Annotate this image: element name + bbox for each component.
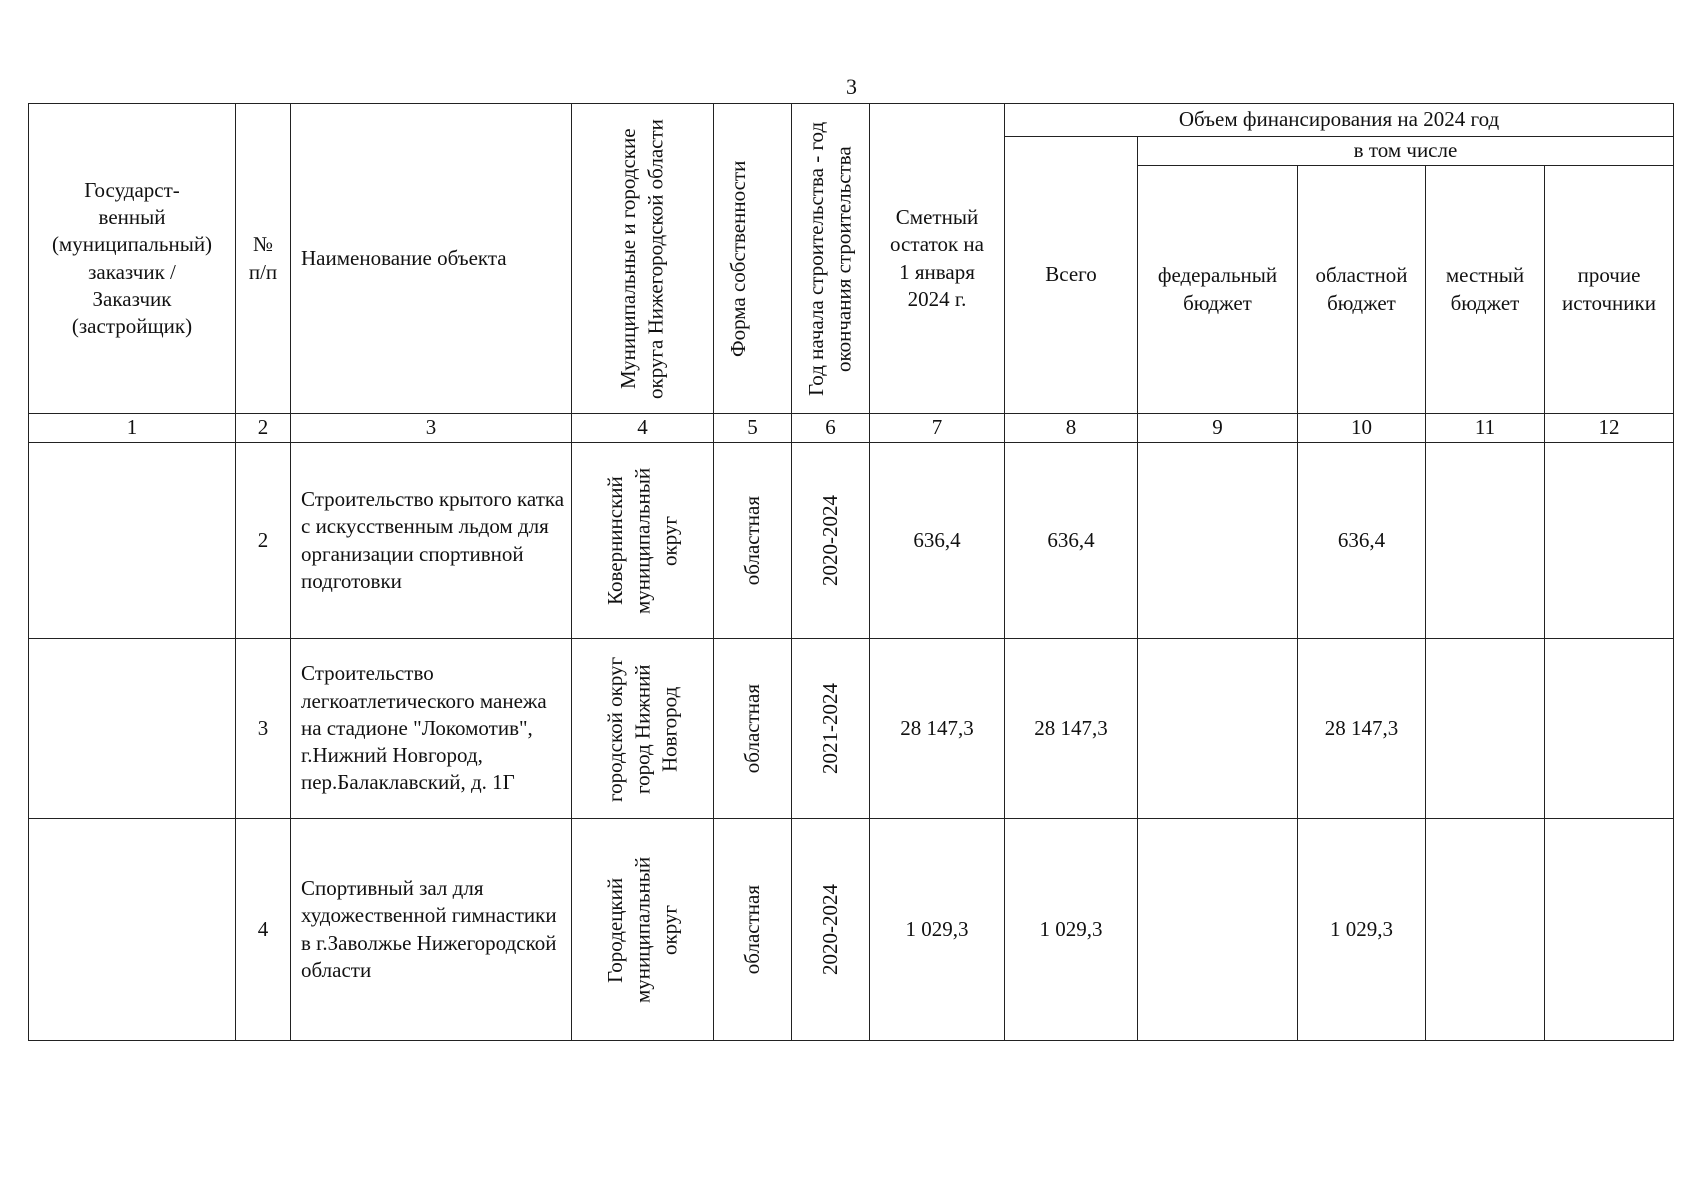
cell-ownership [714, 639, 792, 819]
cell-num: 3 [236, 639, 291, 819]
cell-municipality-text: городской округ город Нижний Новгород [602, 655, 682, 802]
cell-object-name: Строительство легкоатлетического манежа на стадионе "Локомотив", г.Нижний Новгород, пер.Балаклавский, д. 1Г [291, 639, 572, 819]
cell-municipality [572, 639, 714, 819]
hdr-including: в том числе [1138, 137, 1674, 166]
col-number: 10 [1298, 414, 1426, 443]
hdr-total: Всего [1005, 137, 1138, 414]
cell-regional: 1 029,3 [1298, 819, 1426, 1041]
cell-ownership-text: областная [739, 495, 764, 586]
hdr-financing: Объем финансирования на 2024 год [1005, 104, 1674, 137]
cell-local [1426, 639, 1545, 819]
column-number-row [29, 414, 1674, 443]
cell-years [792, 443, 870, 639]
cell-years-text: 2020-2024 [817, 495, 842, 586]
col-number: 8 [1005, 414, 1138, 443]
cell-total: 28 147,3 [1005, 639, 1138, 819]
cell-federal [1138, 639, 1298, 819]
cell-municipality [572, 443, 714, 639]
cell-estimate: 28 147,3 [870, 639, 1005, 819]
financing-table [28, 103, 1674, 1041]
cell-federal [1138, 819, 1298, 1041]
cell-years-text: 2020-2024 [817, 884, 842, 975]
hdr-ownership-text: Форма собственности [725, 160, 750, 357]
hdr-estimate: Сметный остаток на 1 января 2024 г. [870, 104, 1005, 414]
hdr-municipality [572, 104, 714, 414]
cell-local [1426, 819, 1545, 1041]
hdr-municipality-text: Муниципальные и городские округа Нижегородской области [616, 118, 668, 399]
cell-regional: 636,4 [1298, 443, 1426, 639]
table-row [29, 819, 1674, 1041]
col-number: 9 [1138, 414, 1298, 443]
cell-object-name: Строительство крытого катка с искусственным льдом для организации спортивной подготовки [291, 443, 572, 639]
col-number: 7 [870, 414, 1005, 443]
cell-years [792, 819, 870, 1041]
cell-regional: 28 147,3 [1298, 639, 1426, 819]
cell-ownership [714, 819, 792, 1041]
cell-municipality-text: Ковернинский муниципальный округ [602, 467, 682, 614]
cell-estimate: 636,4 [870, 443, 1005, 639]
cell-years [792, 639, 870, 819]
col-number: 6 [792, 414, 870, 443]
cell-num: 4 [236, 819, 291, 1041]
col-number: 1 [29, 414, 236, 443]
cell-ownership [714, 443, 792, 639]
col-number: 11 [1426, 414, 1545, 443]
cell-total: 1 029,3 [1005, 819, 1138, 1041]
hdr-customer: Государст- венный (муниципальный) заказчик / Заказчик (застройщик) [29, 104, 236, 414]
hdr-object-name: Наименование объекта [291, 104, 572, 414]
page-number [153, 74, 1550, 100]
cell-other [1545, 639, 1674, 819]
cell-other [1545, 819, 1674, 1041]
hdr-ownership [714, 104, 792, 414]
table-row [29, 639, 1674, 819]
cell-local [1426, 443, 1545, 639]
hdr-local: местный бюджет [1426, 166, 1545, 414]
hdr-other: прочие источники [1545, 166, 1674, 414]
cell-customer [29, 819, 236, 1041]
cell-object-name: Спортивный зал для художественной гимнастики в г.Заволжье Нижегородской области [291, 819, 572, 1041]
hdr-years [792, 104, 870, 414]
page-number-text: 3 [846, 74, 857, 99]
header-row-1 [29, 104, 1674, 137]
col-number: 3 [291, 414, 572, 443]
hdr-federal: федеральный бюджет [1138, 166, 1298, 414]
col-number: 12 [1545, 414, 1674, 443]
col-number: 2 [236, 414, 291, 443]
cell-years-text: 2021-2024 [817, 683, 842, 774]
cell-other [1545, 443, 1674, 639]
cell-federal [1138, 443, 1298, 639]
cell-municipality-text: Городецкий муниципальный округ [602, 856, 682, 1003]
cell-estimate: 1 029,3 [870, 819, 1005, 1041]
cell-num: 2 [236, 443, 291, 639]
cell-total: 636,4 [1005, 443, 1138, 639]
cell-customer [29, 639, 236, 819]
col-number: 5 [714, 414, 792, 443]
hdr-num: № п/п [236, 104, 291, 414]
col-number: 4 [572, 414, 714, 443]
cell-ownership-text: областная [739, 683, 764, 774]
cell-ownership-text: областная [739, 884, 764, 975]
table-row [29, 443, 1674, 639]
cell-municipality [572, 819, 714, 1041]
hdr-regional: областной бюджет [1298, 166, 1426, 414]
cell-customer [29, 443, 236, 639]
hdr-years-text: Год начала строительства - год окончания строительства [804, 121, 856, 396]
